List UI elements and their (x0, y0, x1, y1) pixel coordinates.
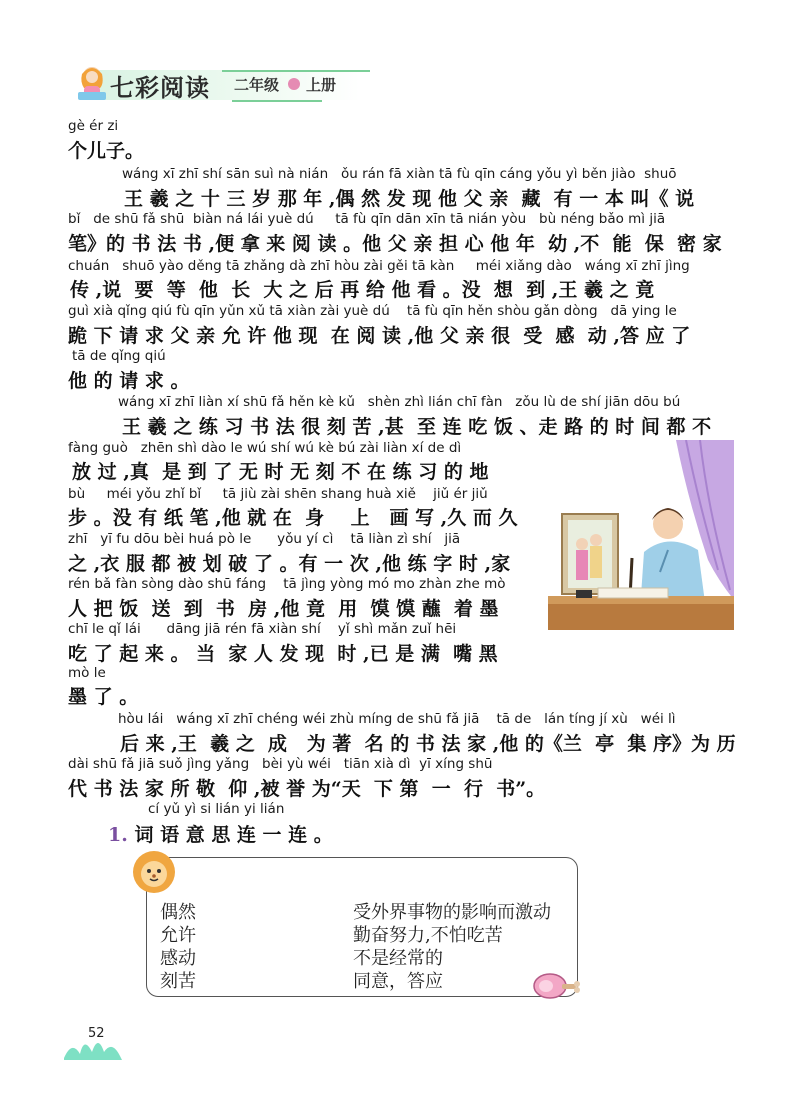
grade-label: 二年级 (234, 76, 280, 94)
separator-dot (288, 78, 300, 90)
ham-icon (530, 968, 580, 1004)
hanzi-line: 之 ,衣 服 都 被 划 破 了 。有 一 次 ,他 练 字 时 ,家 (68, 553, 511, 575)
hanzi-line: 人 把 饭 送 到 书 房 ,他 竟 用 馍 馍 蘸 着 墨 (68, 598, 499, 620)
pinyin-line: bǐ de shū fǎ shū biàn ná lái yuè dú tā fù qīn dān xīn tā nián yòu bù néng bǎo mì jiā (68, 211, 666, 227)
hanzi-line: 笔》的 书 法 书 ,便 拿 来 阅 读 。他 父 亲 担 心 他 年 幼 ,不 能 保 密 家 (68, 233, 722, 255)
hanzi-line: 王 羲 之 十 三 岁 那 年 ,偶 然 发 现 他 父 亲 藏 有 一 本 叫《 说 (124, 188, 695, 210)
hanzi-line: 王 羲 之 练 习 书 法 很 刻 苦 ,甚 至 连 吃 饭 、走 路 的 时 间 都 不 (122, 416, 712, 438)
question-title (108, 820, 333, 847)
hanzi-line: 代 书 法 家 所 敬 仰 ,被 誉 为“天 下 第 一 行 书”。 (68, 778, 546, 800)
pinyin-line: wáng xī zhī liàn xí shū fǎ hěn kè kǔ shèn zhì lián chī fàn zǒu lù de shí jiān dōu bú (118, 394, 681, 410)
pinyin-line: dài shū fǎ jiā suǒ jìng yǎng bèi yù wéi tiān xià dì yī xíng shū (68, 756, 493, 772)
match-meaning[interactable]: 勤奋努力,不怕吃苦 (353, 925, 503, 946)
hanzi-line: 步 。没 有 纸 笔 ,他 就 在 身 上 画 写 ,久 而 久 (68, 507, 518, 529)
match-word[interactable]: 刻苦 (160, 971, 196, 992)
match-meaning[interactable]: 受外界事物的影响而激动 (353, 902, 551, 923)
hanzi-line: 后 来 ,王 羲 之 成 为 著 名 的 书 法 家 ,他 的《兰 亭 集 序》为 历 (120, 733, 736, 755)
pinyin-line: wáng xī zhī shí sān suì nà nián ǒu rán fā xiàn tā fù qīn cáng yǒu yì běn jiào shuō (122, 166, 677, 182)
hanzi-line: 个儿子。 (68, 140, 145, 162)
term-label: 上册 (306, 76, 337, 94)
question-pinyin: cí yǔ yì si lián yi lián (148, 801, 285, 817)
page-header (72, 62, 372, 106)
page-number: 52 (88, 1026, 105, 1041)
pinyin-line: rén bǎ fàn sòng dào shū fáng tā jìng yòng mó mo zhàn zhe mò (68, 576, 506, 592)
match-meaning[interactable]: 同意，答应 (353, 971, 443, 992)
hanzi-line: 吃 了 起 来 。 当 家 人 发 现 时 ,已 是 满 嘴 黑 (68, 643, 498, 665)
question-text: 词 语 意 思 连 一 连 。 (134, 824, 333, 846)
pinyin-line: gè ér zi (68, 118, 119, 134)
match-word[interactable]: 偶然 (160, 902, 196, 923)
header-rule (222, 70, 370, 72)
pinyin-line: zhī yī fu dōu bèi huá pò le yǒu yí cì tā liàn zì shí jiā (68, 531, 461, 547)
header-rule (232, 100, 322, 102)
lion-icon (130, 848, 178, 896)
question-number: 1. (108, 824, 128, 846)
pinyin-line: mò le (68, 665, 106, 681)
series-title: 七彩阅读 (110, 74, 210, 102)
match-meaning[interactable]: 不是经常的 (353, 948, 443, 969)
match-word[interactable]: 感动 (160, 948, 196, 969)
hanzi-line: 他 的 请 求 。 (68, 370, 190, 392)
pinyin-line: guì xià qǐng qiú fù qīn yǔn xǔ tā xiàn zài yuè dú tā fù qīn hěn shòu gǎn dòng dā ying le (68, 303, 677, 319)
hanzi-line: 放 过 ,真 是 到 了 无 时 无 刻 不 在 练 习 的 地 (72, 461, 489, 483)
hanzi-line: 墨 了 。 (68, 686, 139, 708)
reading-girl-icon (72, 62, 112, 106)
pinyin-line: bù méi yǒu zhǐ bǐ tā jiù zài shēn shang huà xiě jiǔ ér jiǔ (68, 486, 488, 502)
matching-box (146, 857, 578, 997)
hanzi-line: 传 ,说 要 等 他 长 大 之 后 再 给 他 看 。没 想 到 ,王 羲 之 竟 (70, 279, 655, 301)
hanzi-line: 跪 下 请 求 父 亲 允 许 他 现 在 阅 读 ,他 父 亲 很 受 感 动 ,答 应 了 (68, 325, 691, 347)
pinyin-line: hòu lái wáng xī zhī chéng wéi zhù míng de shū fǎ jiā tā de lán tíng jí xù wéi lì (118, 711, 676, 727)
calligraphy-boy-illustration (548, 440, 734, 638)
pinyin-line: fàng guò zhēn shì dào le wú shí wú kè bú zài liàn xí de dì (68, 440, 462, 456)
pinyin-line: chī le qǐ lái dāng jiā rén fā xiàn shí yǐ shì mǎn zuǐ hēi (68, 621, 457, 637)
match-word[interactable]: 允许 (160, 925, 196, 946)
pinyin-line: tā de qǐng qiú (72, 348, 166, 364)
pinyin-line: chuán shuō yào děng tā zhǎng dà zhī hòu zài gěi tā kàn méi xiǎng dào wáng xī zhī jìng (68, 258, 690, 274)
